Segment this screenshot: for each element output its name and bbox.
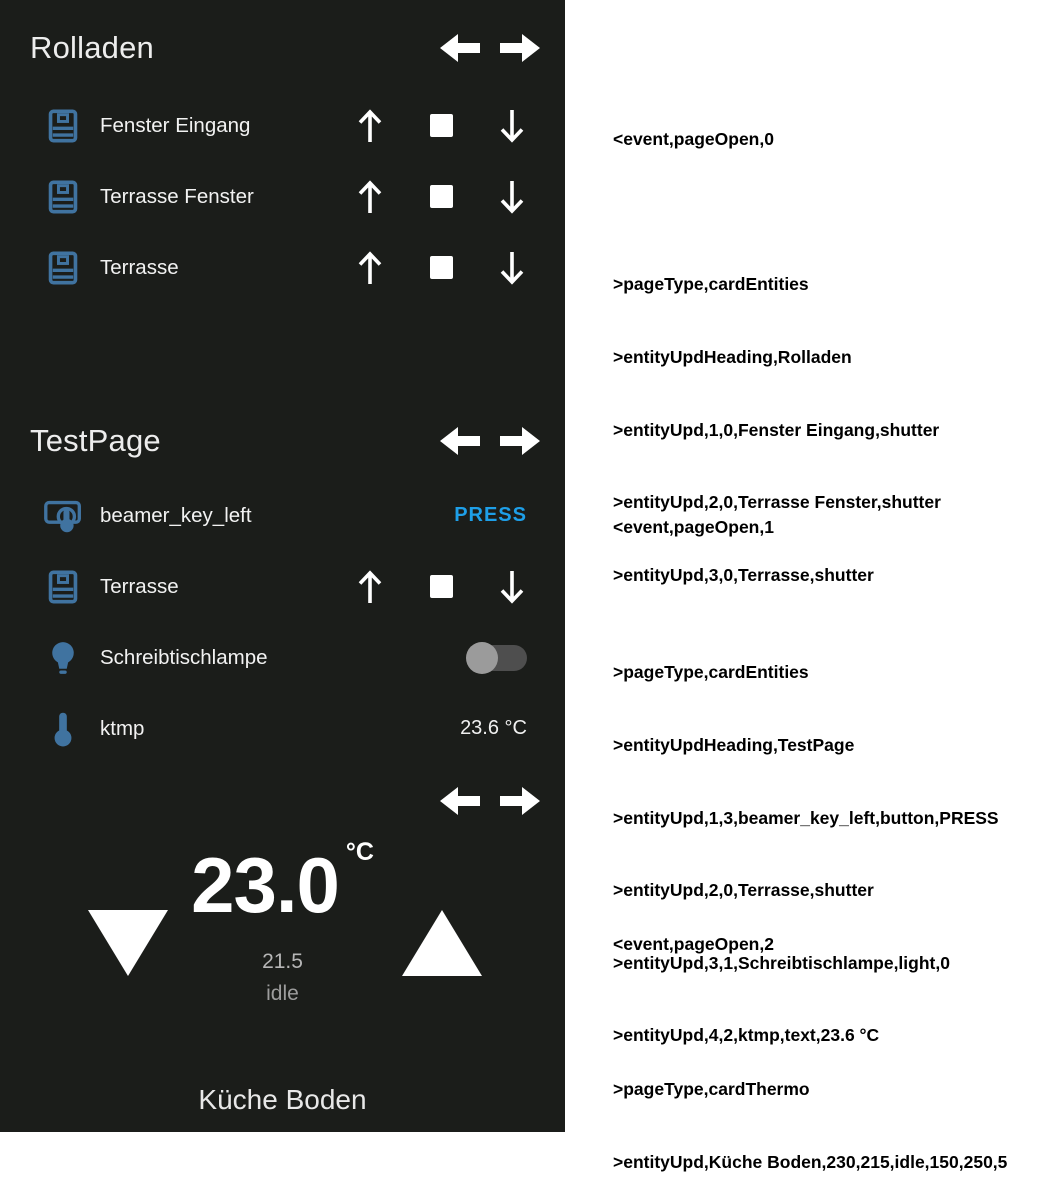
target-temperature: 21.5 [262,950,303,973]
card-thermo-kueche-boden [0,754,565,1132]
window-shutter-icon [44,570,82,604]
shutter-stop-button[interactable] [430,575,453,598]
card-entities-testpage [0,377,565,754]
protocol-line: >entityUpdHeading,Rolladen [613,347,852,368]
card-entities-rolladen [0,0,565,377]
protocol-line: >entityUpd,3,0,Terrasse,shutter [613,564,874,585]
protocol-line: >entityUpd,Küche Boden,230,215,idle,150,250,5 [613,1152,1008,1173]
shutter-controls [355,249,527,287]
thermostat-status: idle [266,982,299,1005]
protocol-line: >entityUpd,2,0,Terrasse,shutter [613,880,874,901]
gesture-tap-button-icon [44,498,82,534]
press-button[interactable]: PRESS [454,504,527,526]
entity-label: Terrasse Fenster [100,184,254,208]
shutter-down-button[interactable] [497,178,527,216]
entity-row [0,90,565,161]
window-shutter-icon [44,251,82,285]
protocol-annotation-block [613,884,1007,1198]
shutter-controls [355,107,527,145]
shutter-stop-button[interactable] [430,256,453,279]
nav-right-arrow-icon[interactable] [497,423,543,459]
nav-right-arrow-icon[interactable] [497,783,543,819]
current-temperature: 23.0 [191,841,339,929]
protocol-line: >entityUpd,3,1,Schreibtischlampe,light,0 [613,952,950,973]
entity-label: Schreibtischlampe [100,645,268,669]
shutter-stop-button[interactable] [430,185,453,208]
protocol-line: >entityUpd,4,2,ktmp,text,23.6 °C [613,1025,880,1046]
entity-label: Fenster Eingang [100,113,251,137]
thermostat-entity-name: Küche Boden [198,1084,367,1115]
nav-left-arrow-icon[interactable] [437,423,483,459]
entity-label: beamer_key_left [100,503,252,527]
entity-label: Terrasse [100,574,179,598]
shutter-down-button[interactable] [497,249,527,287]
window-shutter-icon [44,109,82,143]
protocol-line: >pageType,cardEntities [613,274,809,295]
entity-row [0,551,565,622]
shutter-up-button[interactable] [355,107,385,145]
entity-rows [0,480,565,764]
entity-label: ktmp [100,716,145,740]
shutter-up-button[interactable] [355,178,385,216]
nav-left-arrow-icon[interactable] [437,783,483,819]
protocol-line: >entityUpd,1,0,Fenster Eingang,shutter [613,419,940,440]
page-title: Rolladen [30,30,154,65]
protocol-line: >pageType,cardThermo [613,1079,810,1100]
shutter-stop-button[interactable] [430,114,453,137]
entity-rows [0,90,565,303]
shutter-controls [355,568,527,606]
panel-header [30,30,543,66]
page-navigation [437,783,543,819]
entity-row [0,232,565,303]
temperature-value: 23.6 °C [460,717,527,739]
nav-left-arrow-icon[interactable] [437,30,483,66]
toggle-knob [466,642,498,674]
protocol-line: >entityUpdHeading,TestPage [613,735,855,756]
panel-header [30,423,543,459]
event-line: <event,pageOpen,2 [613,934,774,955]
shutter-up-button[interactable] [355,568,385,606]
light-toggle-switch[interactable] [469,645,527,671]
nav-right-arrow-icon[interactable] [497,30,543,66]
page-title: TestPage [30,423,161,458]
protocol-line: >entityUpd,2,0,Terrasse Fenster,shutter [613,492,941,513]
entity-row [0,622,565,693]
panel-header [30,783,543,819]
protocol-line: >pageType,cardEntities [613,662,809,683]
event-line: <event,pageOpen,1 [613,517,774,538]
entity-row [0,161,565,232]
page-navigation [437,423,543,459]
shutter-down-button[interactable] [497,107,527,145]
entity-label: Terrasse [100,255,179,279]
temperature-unit: °C [345,838,374,866]
page-navigation [437,30,543,66]
shutter-controls [355,178,527,216]
protocol-line: >entityUpd,1,3,beamer_key_left,button,PRESS [613,807,999,828]
shutter-down-button[interactable] [497,568,527,606]
entity-row [0,480,565,551]
window-shutter-icon [44,180,82,214]
thermometer-icon [44,711,82,747]
lightbulb-icon [44,641,82,675]
shutter-up-button[interactable] [355,249,385,287]
event-line: <event,pageOpen,0 [613,129,774,150]
